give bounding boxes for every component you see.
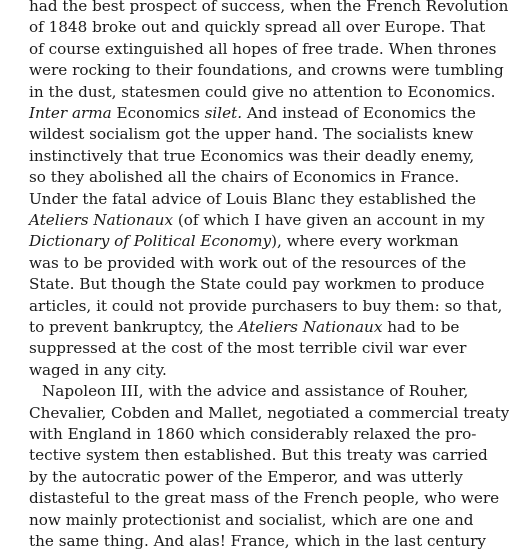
text-run: ), where every workman — [271, 232, 459, 251]
text-run: (of which I have given an account in my — [173, 211, 485, 229]
text-line: by the autocratic power of the Emperor, and was utterly — [29, 467, 463, 486]
text-line: Under the fatal advice of Louis Blanc they established the — [29, 189, 477, 208]
italic-phrase: Inter arma — [29, 104, 112, 122]
paragraph-start-line: Napoleon III, with the advice and assistance of Rouher, — [42, 382, 469, 401]
text-line: instinctively that true Economics was their deadly enemy, — [29, 146, 475, 165]
text-line: with England in 1860 which considerably relaxed the pro- — [29, 425, 477, 443]
text-run: Economics — [111, 104, 205, 122]
text-line: of 1848 broke out and quickly spread all over Europe. That — [29, 18, 486, 37]
italic-phrase: Ateliers Nationaux — [29, 211, 174, 229]
text-line: articles, it could not provide purchasers to buy them: so that, — [29, 296, 503, 315]
text-line: wildest socialism got the upper hand. The socialists knew — [29, 125, 474, 144]
text-line — [29, 231, 459, 252]
text-line — [29, 317, 460, 338]
text-line: had the best prospect of success, when the French Revolution — [29, 0, 509, 15]
text-line: Chevalier, Cobden and Mallet, negotiated a commercial treaty — [29, 403, 509, 422]
text-run: And instead of Economics the — [242, 104, 476, 122]
text-line: now mainly protectionist and socialist, which are one and — [29, 510, 474, 529]
text-line: were rocking to their foundations, and crowns were tumbling — [29, 61, 504, 80]
text-run: to prevent bankruptcy, the — [29, 318, 239, 336]
text-line: the same thing. And alas! France, which in the last century — [29, 532, 486, 550]
text-line: was to be provided with work out of the resources of the — [29, 253, 467, 272]
text-line — [29, 103, 476, 124]
paragraph-end-line: waged in any city. — [29, 360, 167, 379]
text-run: had to be — [382, 318, 460, 336]
text-line: of course extinguished all hopes of free trade. When thrones — [29, 39, 497, 58]
italic-phrase: silet. — [204, 104, 243, 122]
text-line — [29, 210, 485, 231]
text-line: distasteful to the great mass of the French people, who were — [29, 489, 500, 508]
italic-phrase: Dictionary of Political Economy — [29, 232, 272, 251]
text-line: tective system then established. But this treaty was carried — [29, 446, 488, 465]
text-line: suppressed at the cost of the most terrible civil war ever — [29, 339, 467, 358]
text-line: so they abolished all the chairs of Economics in France. — [29, 168, 460, 187]
italic-phrase: Ateliers Nationaux — [238, 318, 383, 336]
text-line: State. But though the State could pay workmen to produce — [29, 275, 485, 294]
text-line: in the dust, statesmen could give no attention to Economics. — [29, 82, 496, 101]
